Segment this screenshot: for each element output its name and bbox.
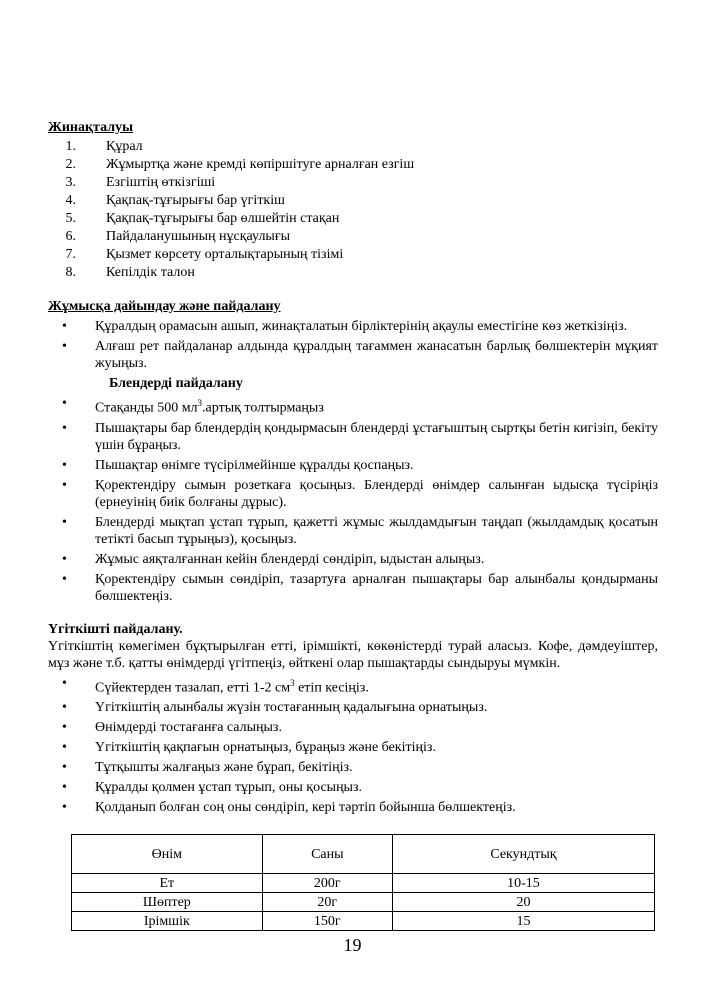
prep-list [48, 318, 658, 372]
grinder-list [48, 675, 658, 817]
table-header: Өнім [72, 835, 263, 874]
table-row [72, 893, 655, 912]
table-cell: 150г [262, 912, 392, 931]
table-cell: 200г [262, 874, 392, 893]
grinder-section [48, 621, 658, 817]
contents-heading: Жинақталуы [48, 120, 133, 135]
list-item: • Алғаш рет пайдаланар алдында құралдың тағаммен жанасатын барлық бөлшектерін мұқият жуыңыз. [48, 338, 658, 372]
blender-list [48, 395, 658, 605]
list-item: • Жұмыс аяқталғаннан кейін блендерді сөндіріп, ыдыстан алыңыз. [48, 551, 658, 568]
list-item: 3. Езгіштің өткізгіші [65, 175, 216, 190]
table-header-row [72, 835, 655, 874]
list-item: 1. Құрал [65, 139, 143, 154]
list-item: 7. Қызмет көрсету орталықтарының тізімі [65, 247, 344, 262]
list-item: 6. Пайдаланушының нұсқаулығы [65, 229, 290, 244]
page-number: 19 [343, 935, 362, 955]
grinder-intro: Үгіткіштің көмегімен бұқтырылған етті, ірімшікті, көкөністерді турай аласыз. Кофе, дәмдеуіштер, мұз және т.б. қатты өнімдерді үгітпеңіз, өйткені олар пышақтарды сындыруы мүмкін. [48, 638, 658, 671]
list-item: • Қоректендіру сымын розеткаға қосыңыз. Блендерді өнімдер салынған ыдысқа түсіріңіз (ернеуінің биік болғаны дұрыс). [48, 477, 658, 511]
document-page [48, 119, 658, 931]
list-item: • Өнімдерді тостағанға салыңыз. [48, 719, 658, 736]
list-item: • Пышақтары бар блендердің қондырмасын блендерді ұстағыштың сыртқы бетін кигізіп, бекіту үшін бұраңыз. [48, 420, 658, 454]
list-item: • Құралдың орамасын ашып, жинақталатын бірліктерінің ақаулы еместігіне көз жеткізіңіз. [48, 318, 658, 335]
list-item: • Үгіткіштің алынбалы жүзін тостағанның қадалығына орнатыңыз. [48, 699, 658, 716]
prep-heading: Жұмысқа дайындау және пайдалану [48, 299, 281, 314]
table-header: Секундтық [392, 835, 654, 874]
list-item: • Үгіткіштің қақпағын орнатыңыз, бұраңыз және бекітіңіз. [48, 739, 658, 756]
table-cell: 20 [392, 893, 654, 912]
list-item: 5. Қақпақ-тұғырығы бар өлшейтін стақан [65, 211, 340, 226]
list-item: • Тұтқышты жалғаңыз және бұрап, бекітіңіз. [48, 759, 658, 776]
list-item: • Қоректендіру сымын сөндіріп, тазартуға арналған пышақтары бар алынбалы қондырманы бөлшектеңіз. [48, 571, 658, 605]
processing-table [71, 834, 655, 931]
list-item: 8. Кепілдік талон [65, 265, 195, 280]
contents-list [48, 138, 658, 282]
grinder-heading: Үгіткішті пайдалану. [48, 621, 183, 637]
table-row [72, 912, 655, 931]
list-item: • Блендерді мықтап ұстап тұрып, қажетті жұмыс жылдамдығын таңдап (жылдамдық қосатын тетікті басып тұрыңыз), қосыңыз. [48, 514, 658, 548]
prep-section [48, 298, 658, 605]
list-item: 2. Жұмыртқа және кремді көпіршітуге арналған езгіш [65, 157, 415, 172]
list-item: • Құралды қолмен ұстап тұрып, оны қосыңыз. [48, 779, 658, 796]
list-item: • Сүйектерден тазалап, етті 1-2 $см^3$ етіп кесіңіз. [48, 675, 658, 697]
list-item: • Пышақтар өнімге түсірілмейінше құралды қоспаңыз. [48, 457, 658, 474]
list-item: • Қолданып болған соң оны сөндіріп, кері тәртіп бойынша бөлшектеңіз. [48, 799, 658, 816]
list-item: • Стақанды 500 $мл^3.артық$ толтырмаңыз [48, 395, 658, 417]
table-cell: 10-15 [392, 874, 654, 893]
table-cell: Шөптер [72, 893, 263, 912]
table-header: Саны [262, 835, 392, 874]
list-item: 4. Қақпақ-тұғырығы бар үгіткіш [65, 193, 285, 208]
table-cell: 15 [392, 912, 654, 931]
blender-heading: Блендерді пайдалану [109, 376, 243, 391]
table-cell: Ет [72, 874, 263, 893]
table-cell: 20г [262, 893, 392, 912]
table-row [72, 874, 655, 893]
table-cell: Ірімшік [72, 912, 263, 931]
